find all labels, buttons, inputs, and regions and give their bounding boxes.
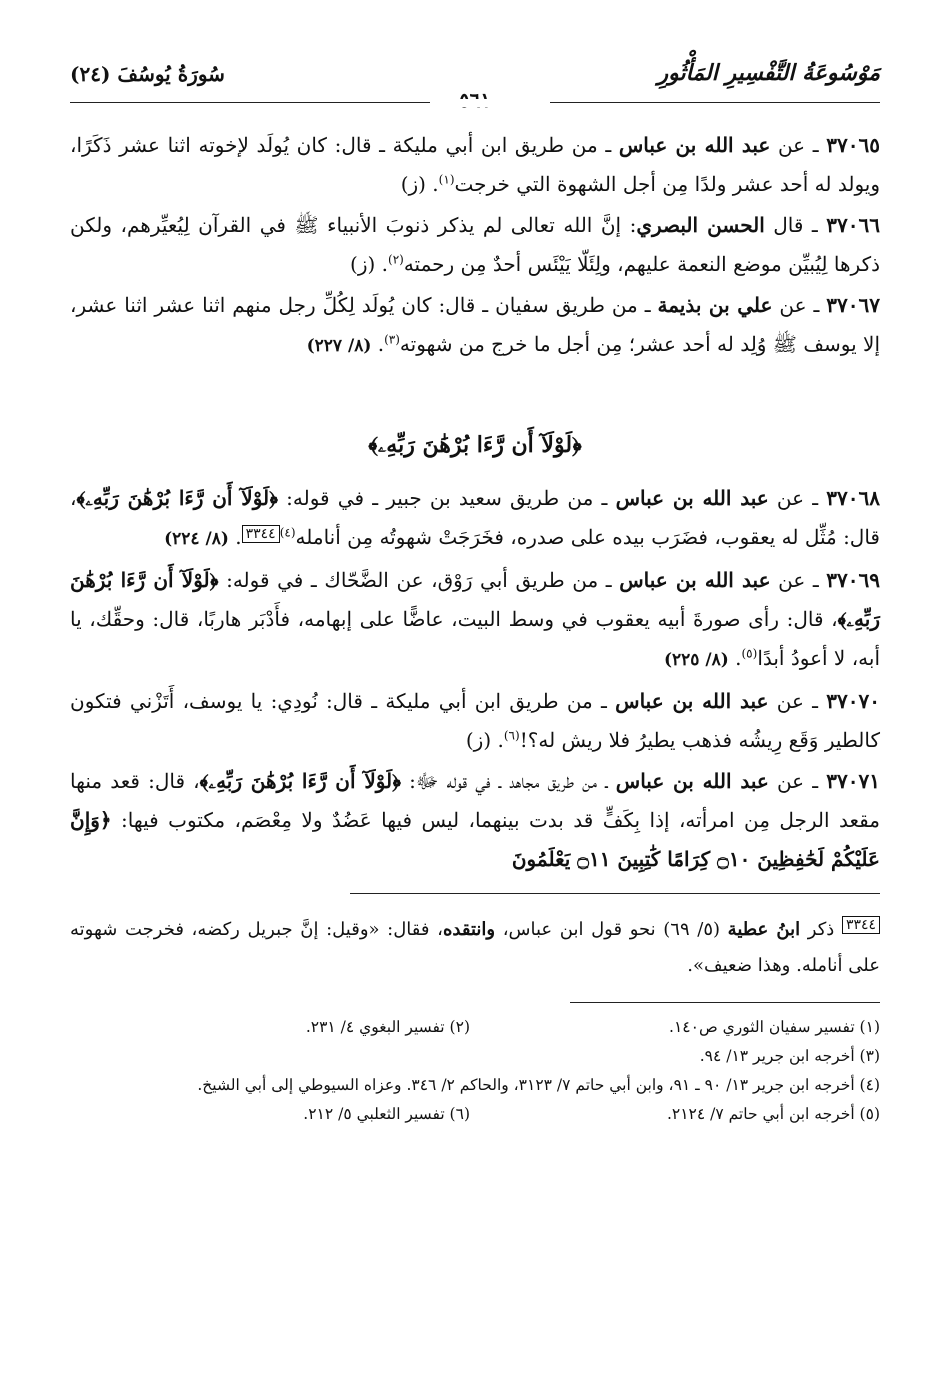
entry-prefix: ـ عن (770, 568, 827, 592)
entry-number: ٣٧٠٦٨ (826, 486, 881, 510)
entry-text: ـ من طريق ابن أبي مليكة ـ قال: كان يُولَد لإخوته اثنا عشر ذَكَرًا، ويولد له أحد عشر ولدًا مِن أجل الشهوة التي خرجت (70, 133, 880, 196)
entry-tail: . (ز) (465, 728, 504, 752)
book-title: مَوْسُوعَةُ التَّفْسِيرِ المَأْثُورِ (657, 60, 880, 86)
commentary-box-marker: ٣٣٤٤ (242, 525, 280, 543)
narrator-name: علي بن بذيمة (657, 293, 773, 317)
entry-37071 (70, 762, 880, 879)
footnote-marker: (٥) (741, 646, 758, 661)
entry-37065 (70, 126, 880, 204)
entry-prefix: ـ قال (764, 213, 827, 237)
header-rule (70, 102, 880, 103)
entry-text-2: ، قال: رأى صورةَ أبيه يعقوب في وسط البيت، عاضًّا على إبهامه، فأَدْبَر هاربًا، قال: وحقِّك، يا أبه، لا أعودُ أبدًا (70, 607, 880, 670)
entry-text: ـ من طريق أبي رَوْق، عن الضَّحّاك ـ في قوله: (218, 568, 620, 592)
commentary-critique: وانتقده (442, 919, 496, 940)
entry-text-2: ، قال: مُثِّل له يعقوب، فضَرَب بيده على صدره، فخَرَجَتْ شهوتُه مِن أنامله (70, 486, 880, 549)
footnote-6: (٦) تفسير الثعلبي ٥/ ٢١٢. (303, 1105, 470, 1123)
entry-37070 (70, 682, 880, 760)
entry-prefix: ـ عن (768, 769, 827, 793)
entry-text: ـ من طريق مجاهد ـ في قوله ﷻ: (401, 769, 616, 793)
entry-tail: . (371, 332, 385, 356)
narrator-name: عبد الله بن عباس (619, 568, 771, 592)
footnote-3: (٣) أخرجه ابن جرير ١٣/ ٩٤. (699, 1047, 880, 1065)
entry-text: : إنَّ الله تعالى لم يذكر ذنوبَ الأنبياء ﷺ في القرآن لِيُعيِّرهم، ولكن ذكرها لِيُبيِّن موضع النعمة عليهم، ولِئَلّا يَيْئَس أحدٌ مِن رحمته (70, 213, 880, 276)
footnote-1: (١) تفسير سفيان الثوري ص١٤٠. (669, 1018, 880, 1036)
commentary-text-2: ، فقال: «وقيل: إنَّ جبريل ركضه، فخرجت شهوته على أنامله. وهذا ضعيف». (70, 919, 880, 976)
entry-prefix: ـ عن (768, 486, 827, 510)
page (70, 58, 880, 1129)
volume-reference: (٨/ ٢٢٤) (164, 529, 229, 549)
commentary-separator (350, 893, 880, 894)
verse-quote: ﴿لَوْلَآ أَن رَّءَا بُرْهَٰنَ رَبِّهِۦ﴾ (199, 769, 402, 793)
commentary-author: ابنُ عطية (727, 919, 801, 940)
entry-prefix: ـ عن (770, 133, 827, 157)
running-header (70, 58, 880, 102)
sura-label: سُورَةُ يُوسُفَ (٢٤) (70, 62, 225, 86)
footnote-row (70, 1100, 880, 1129)
volume-reference: (٨/ ٢٢٥) (663, 650, 729, 670)
entry-tail: . (728, 646, 742, 670)
footnote-4: (٤) أخرجه ابن جرير ١٣/ ٩٠ ـ ٩١، وابن أبي حاتم ٧/ ٣١٢٣، والحاكم ٢/ ٣٤٦. وعزاه السيوطي إلى أبي الشيخ. (197, 1076, 880, 1094)
footnote-marker: (٦) (503, 728, 520, 743)
volume-reference: (٨/ ٢٢٧) (306, 336, 372, 356)
entry-number: ٣٧٠٦٩ (826, 568, 881, 592)
footnote-marker: (١) (438, 172, 455, 187)
footnote-marker: (٤) (279, 525, 296, 540)
entry-number: ٣٧٠٧١ (826, 769, 881, 793)
entry-number: ٣٧٠٦٥ (826, 133, 880, 157)
narrator-name: عبد الله بن عباس (615, 486, 769, 510)
entry-tail: . (ز) (350, 252, 388, 276)
footnotes (70, 1013, 880, 1129)
entry-tail: . (ز) (400, 172, 439, 196)
main-text (70, 126, 880, 879)
entry-37068 (70, 479, 880, 559)
narrator-name: الحسن البصري (636, 213, 765, 237)
footnote-marker: (٣) (384, 332, 400, 347)
footnote-separator (570, 1002, 880, 1003)
footnote-row (70, 1013, 880, 1042)
entry-text: ـ من طريق سعيد بن جبير ـ في قوله: (277, 486, 616, 510)
entry-number: ٣٧٠٦٧ (826, 293, 881, 317)
commentary-prefix: ذكر (800, 919, 842, 940)
verse-quote: ﴿لَوْلَآ أَن رَّءَا بُرْهَٰنَ رَبِّهِۦ﴾ (70, 568, 880, 631)
narrator-name: عبد الله بن عباس (615, 689, 769, 713)
entry-number: ٣٧٠٦٦ (826, 213, 880, 237)
entry-tail: . (228, 525, 242, 549)
footnote-2: (٢) تفسير البغوي ٤/ ٢٣١. (305, 1018, 470, 1036)
entry-text-2: ، قال: قعد منها مقعد الرجل مِن امرأته، إذا بِكَفٍّ قد بدت بينهما، ليس فيها عَضُدٌ ولا مِعْصَم، مكتوب فيها: (70, 769, 880, 832)
narrator-name: عبد الله بن عباس (615, 769, 769, 793)
entry-number: ٣٧٠٧٠ (826, 689, 880, 713)
entry-text: ـ من طريق ابن أبي مليكة ـ قال: نُودِي: يا يوسف، أَتَزْني فتكون كالطير وَقَع رِيشُه فذهب يطيرُ فلا ريش له؟! (70, 689, 880, 752)
narrator-name: عبد الله بن عباس (618, 133, 771, 157)
verse-quote: ﴿لَوْلَآ أَن رَّءَا بُرْهَٰنَ رَبِّهِۦ﴾ (76, 486, 278, 510)
commentary-text: (٥/ ٦٩) نحو قول ابن عباس، (495, 919, 728, 940)
entry-prefix: ـ عن (772, 293, 827, 317)
entry-text: ـ من طريق سفيان ـ قال: كان يُولَد لِكُلِّ رجل منهم اثنا عشر اثنا عشر، إلا يوسف ﷺ وُلِد له أحد عشر؛ مِن أجل ما خرج من شهوته (70, 293, 880, 356)
footnote-5: (٥) أخرجه ابن أبي حاتم ٧/ ٢١٢٤. (666, 1105, 880, 1123)
footnote-marker: (٢) (388, 252, 404, 267)
commentary-box-number: ٣٣٤٤ (842, 916, 880, 934)
verse-quote-2: ﴿وَإِنَّ عَلَيْكُمْ لَحَٰفِظِينَ ۝١٠ كِرَامًا كَٰتِبِينَ ۝١١ يَعْلَمُونَ (70, 808, 880, 871)
commentary-note (70, 912, 880, 984)
entry-37066 (70, 206, 880, 284)
verse-heading: ﴿لَوْلَآ أَن رَّءَا بُرْهَٰنَ رَبِّهِۦ﴾ (368, 432, 582, 458)
entry-prefix: ـ عن (768, 689, 827, 713)
entry-37067 (70, 286, 880, 366)
entry-37069 (70, 561, 880, 680)
